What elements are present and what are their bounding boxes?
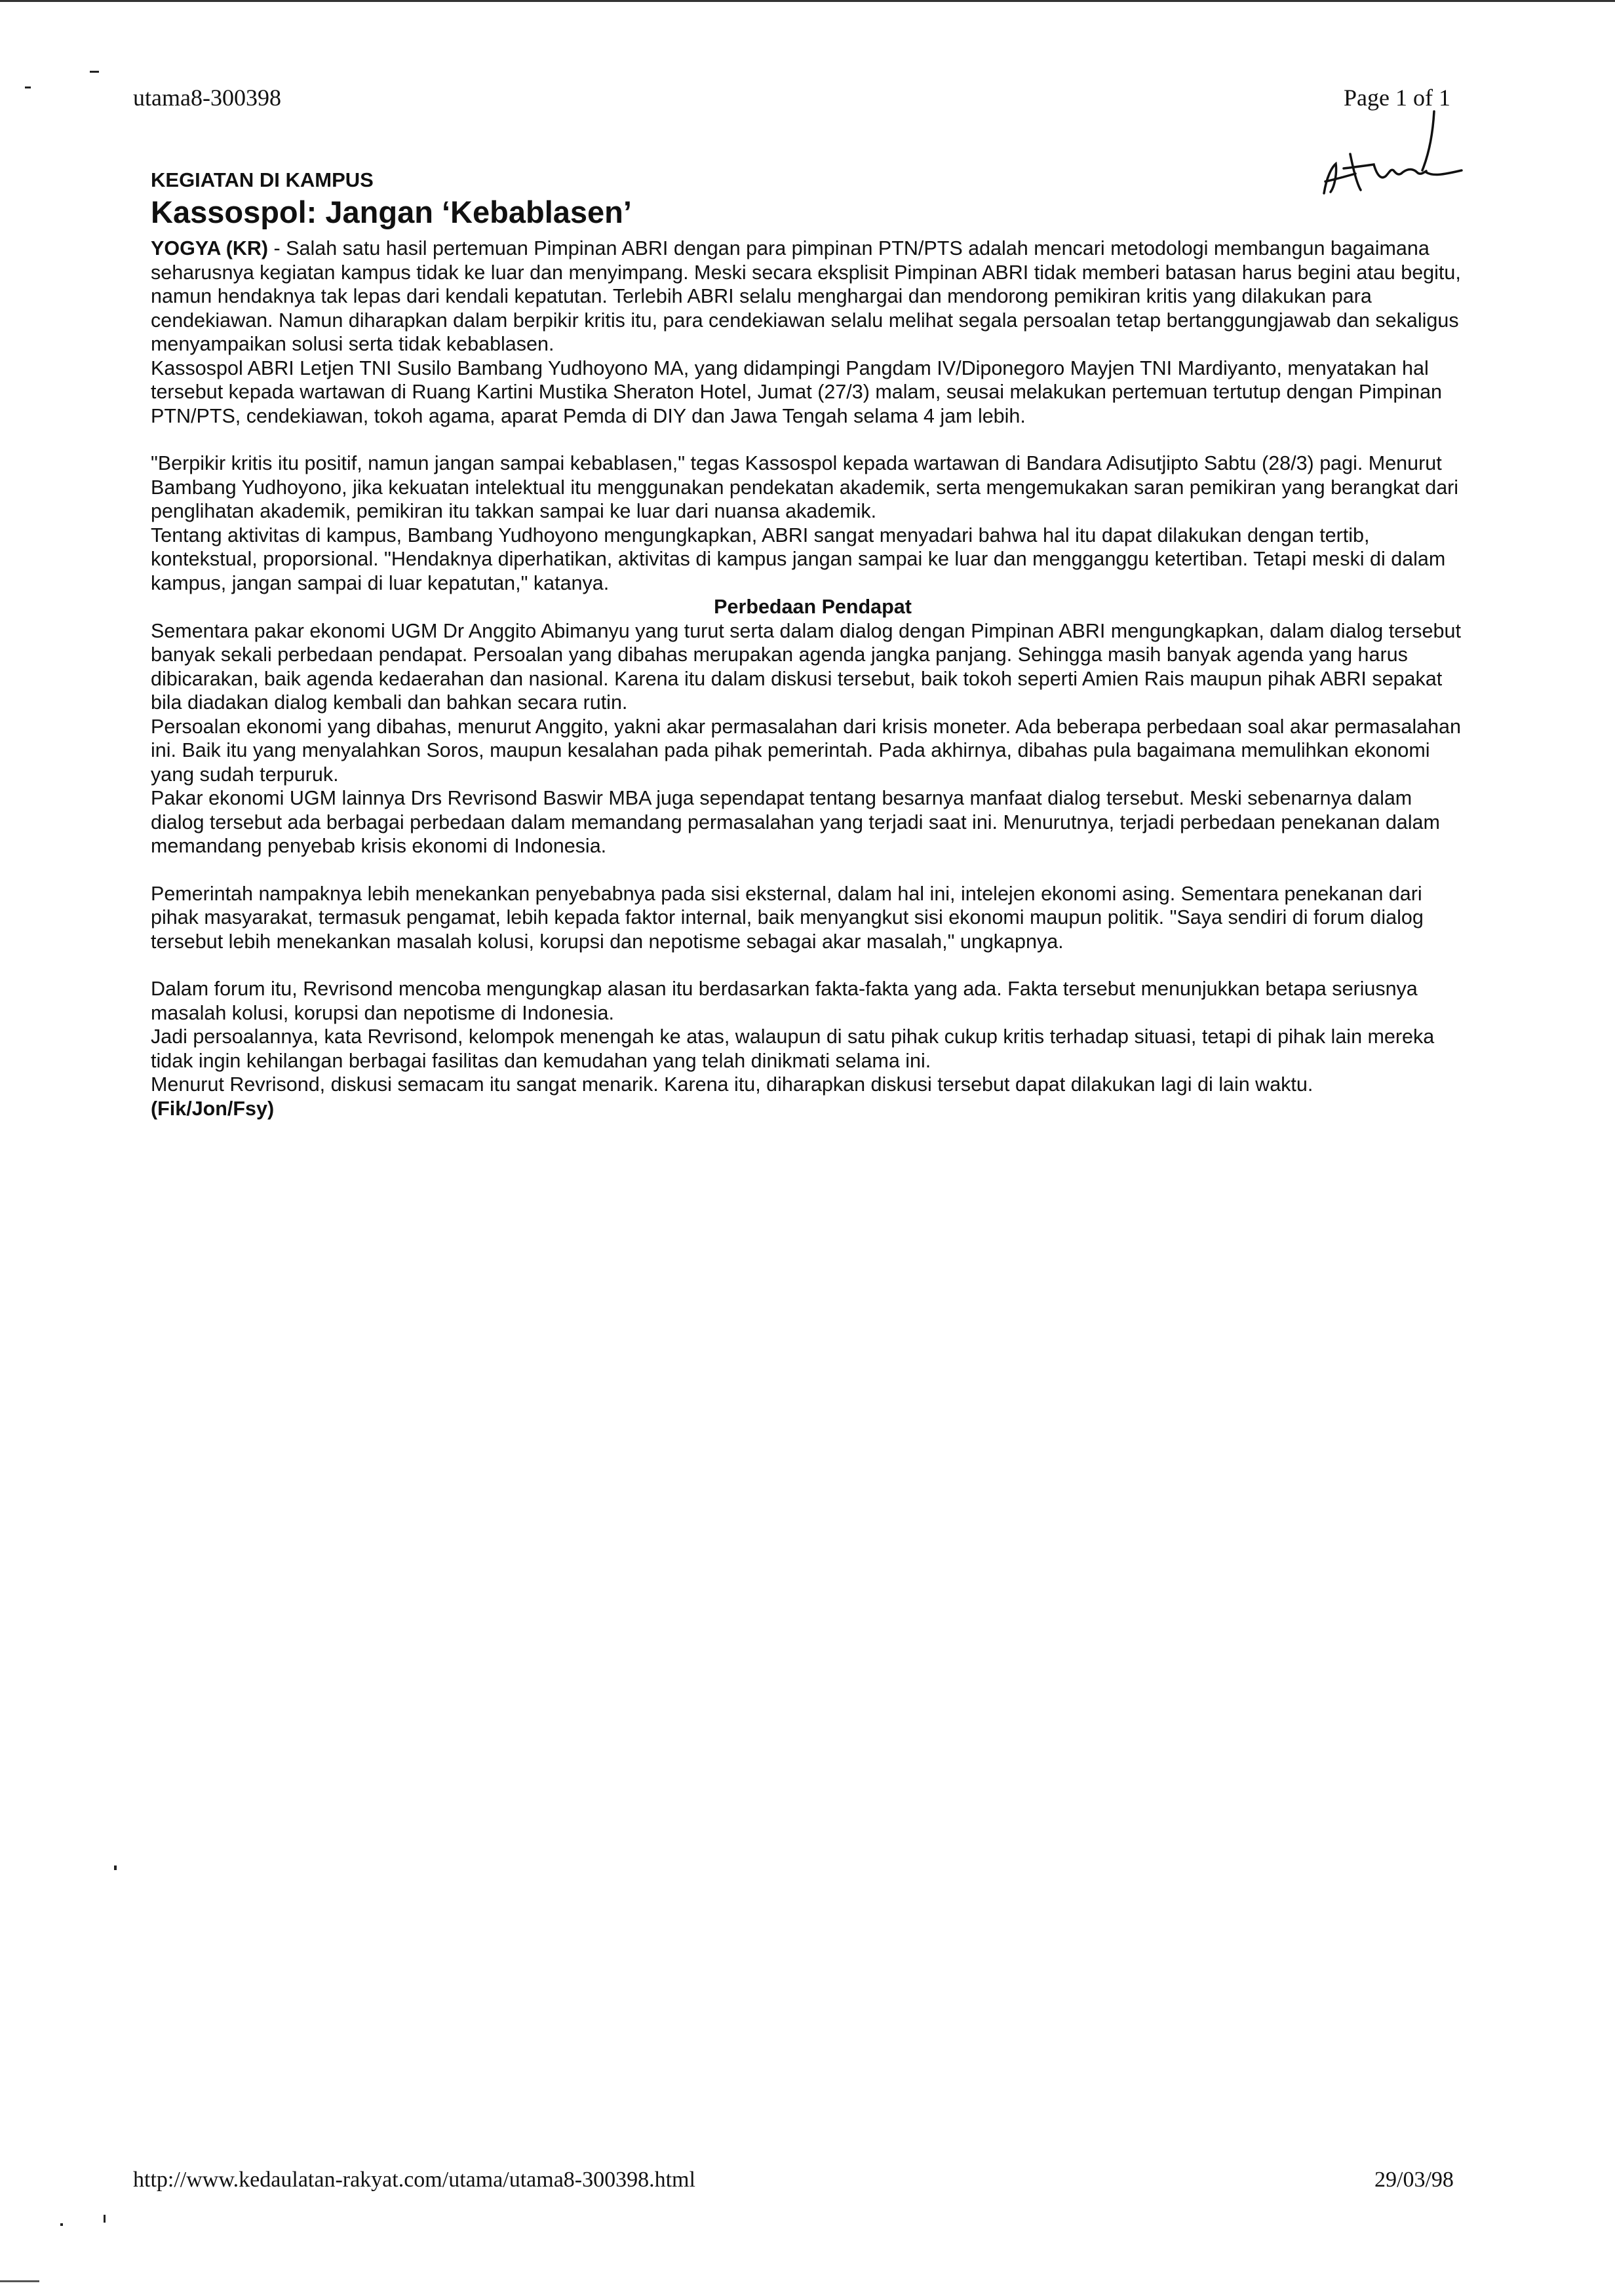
document-id: utama8-300398 bbox=[133, 85, 281, 111]
article-paragraph: YOGYA (KR) - Salah satu hasil pertemuan Pimpinan ABRI dengan para pimpinan PTN/PTS adalah mencari metodologi membangun bagaimana seharusnya kegiatan kampus tidak ke luar dan menyimpang. Meski secara eksplisit Pimpinan ABRI tidak memberi batasan harus begini atau begitu, namun hendaknya tak lepas dari kendali kepatutan. Terlebih ABRI selalu menghargai dan mendorong pemikiran kritis yang dilakukan para cendekiawan. Namun diharapkan dalam berpikir kritis itu, para cendekiawan selalu melihat segala persoalan tetap bertanggungjawab dan sekaligus menyampaikan solusi serta tidak kebablasen. bbox=[151, 237, 1461, 355]
author-credit: (Fik/Jon/Fsy) bbox=[151, 1097, 275, 1120]
article-paragraph: Kassospol ABRI Letjen TNI Susilo Bambang Yudhoyono MA, yang didampingi Pangdam IV/Diponegoro Mayjen TNI Mardiyanto, menyatakan hal tersebut kepada wartawan di Ruang Kartini Mustika Sheraton Hotel, Jumat (27/3) malam, seusai melakukan pertemuan tertutup dengan Pimpinan PTN/PTS, cendekiawan, tokoh agama, aparat Pemda di DIY dan Jawa Tengah selama 4 jam lebih. bbox=[151, 356, 1443, 427]
article-paragraph: Menurut Revrisond, diskusi semacam itu sangat menarik. Karena itu, diharapkan diskusi tersebut dapat dilakukan lagi di lain waktu. bbox=[151, 1073, 1313, 1096]
scan-speck bbox=[25, 86, 31, 88]
article-paragraph: "Berpikir kritis itu positif, namun jangan sampai kebablasen," tegas Kassospol kepada wartawan di Bandara Adisutjipto Sabtu (28/3) pagi. Menurut Bambang Yudhoyono, jika kekuatan intelektual itu menggunakan pendekatan akademik, serta mengemukakan saran pemikiran yang berangkat dari penglihatan akademik, pemikiran itu takkan sampai ke luar dari nuansa akademik. bbox=[151, 452, 1459, 522]
source-url: http://www.kedaulatan-rakyat.com/utama/utama8-300398.html bbox=[133, 2168, 695, 2192]
article-paragraph: Pakar ekonomi UGM lainnya Drs Revrisond Baswir MBA juga sependapat tentang besarnya manfaat dialog tersebut. Meski sebenarnya dalam dialog tersebut ada berbagai perbedaan dalam memandang permasalahan yang terjadi saat ini. Menurutnya, terjadi perbedaan penekanan dalam memandang penyebab krisis ekonomi di Indonesia. bbox=[151, 787, 1440, 857]
article bbox=[151, 167, 1462, 1120]
article-paragraph: Tentang aktivitas di kampus, Bambang Yudhoyono mengungkapkan, ABRI sangat menyadari bahwa hal itu dapat dilakukan dengan tertib, kontekstual, proporsional. "Hendaknya diperhatikan, aktivitas di kampus jangan sampai ke luar dan mengganggu ketertiban. Tetapi meski di dalam kampus, jangan sampai di luar kepatutan," katanya. bbox=[151, 524, 1446, 594]
scan-speck bbox=[114, 1866, 117, 1870]
dateline: YOGYA (KR) bbox=[151, 237, 269, 259]
scan-edge-line bbox=[0, 2280, 39, 2282]
scan-speck bbox=[104, 2215, 106, 2223]
scan-speck bbox=[60, 2223, 63, 2226]
article-paragraph: Pemerintah nampaknya lebih menekankan penyebabnya pada sisi eksternal, dalam hal ini, intelejen ekonomi asing. Sementara penekanan dari pihak masyarakat, termasuk pengamat, lebih kepada faktor internal, baik menyangkut sisi ekonomi maupun politik. "Saya sendiri di forum dialog tersebut lebih menekankan masalah kolusi, korupsi dan nepotisme sebagai akar masalah," ungkapnya. bbox=[151, 882, 1424, 953]
article-paragraph: Persoalan ekonomi yang dibahas, menurut Anggito, yakni akar permasalahan dari krisis moneter. Ada beberapa perbedaan soal akar permasalahan ini. Baik itu yang menyalahkan Soros, maupun kesalahan pada pihak pemerintah. Pada akhirnya, dibahas pula bagaimana memulihkan ekonomi yang sudah terpuruk. bbox=[151, 715, 1461, 786]
article-paragraph: Sementara pakar ekonomi UGM Dr Anggito Abimanyu yang turut serta dalam dialog dengan Pimpinan ABRI mengungkapkan, dalam dialog tersebut banyak sekali perbedaan pendapat. Persoalan yang dibahas merupakan agenda jangka panjang. Sehingga masih banyak agenda yang harus dibicarakan, baik agenda kedaerahan dan nasional. Karena itu dalam diskusi tersebut, baik tokoh seperti Amien Rais maupun pihak ABRI sepakat bila diadakan dialog kembali dan bahkan secara rutin. bbox=[151, 619, 1461, 714]
article-title: Kassospol: Jangan ‘Kebablasen’ bbox=[151, 195, 632, 229]
page-number: Page 1 of 1 bbox=[1344, 85, 1450, 111]
section-label: KEGIATAN DI KAMPUS bbox=[151, 168, 374, 191]
article-paragraph: Dalam forum itu, Revrisond mencoba mengungkap alasan itu berdasarkan fakta-fakta yang ada. Fakta tersebut menunjukkan betapa seriusnya masalah kolusi, korupsi dan nepotisme di Indonesia. bbox=[151, 978, 1418, 1024]
scan-speck bbox=[90, 71, 99, 73]
scan-edge-line bbox=[0, 0, 1615, 2]
subheading: Perbedaan Pendapat bbox=[714, 596, 912, 618]
article-paragraph: Jadi persoalannya, kata Revrisond, kelompok menengah ke atas, walaupun di satu pihak cukup kritis terhadap situasi, tetapi di pihak lain mereka tidak ingin kehilangan berbagai fasilitas dan kemudahan yang telah dinikmati selama ini. bbox=[151, 1025, 1435, 1072]
print-date: 29/03/98 bbox=[1374, 2168, 1454, 2192]
